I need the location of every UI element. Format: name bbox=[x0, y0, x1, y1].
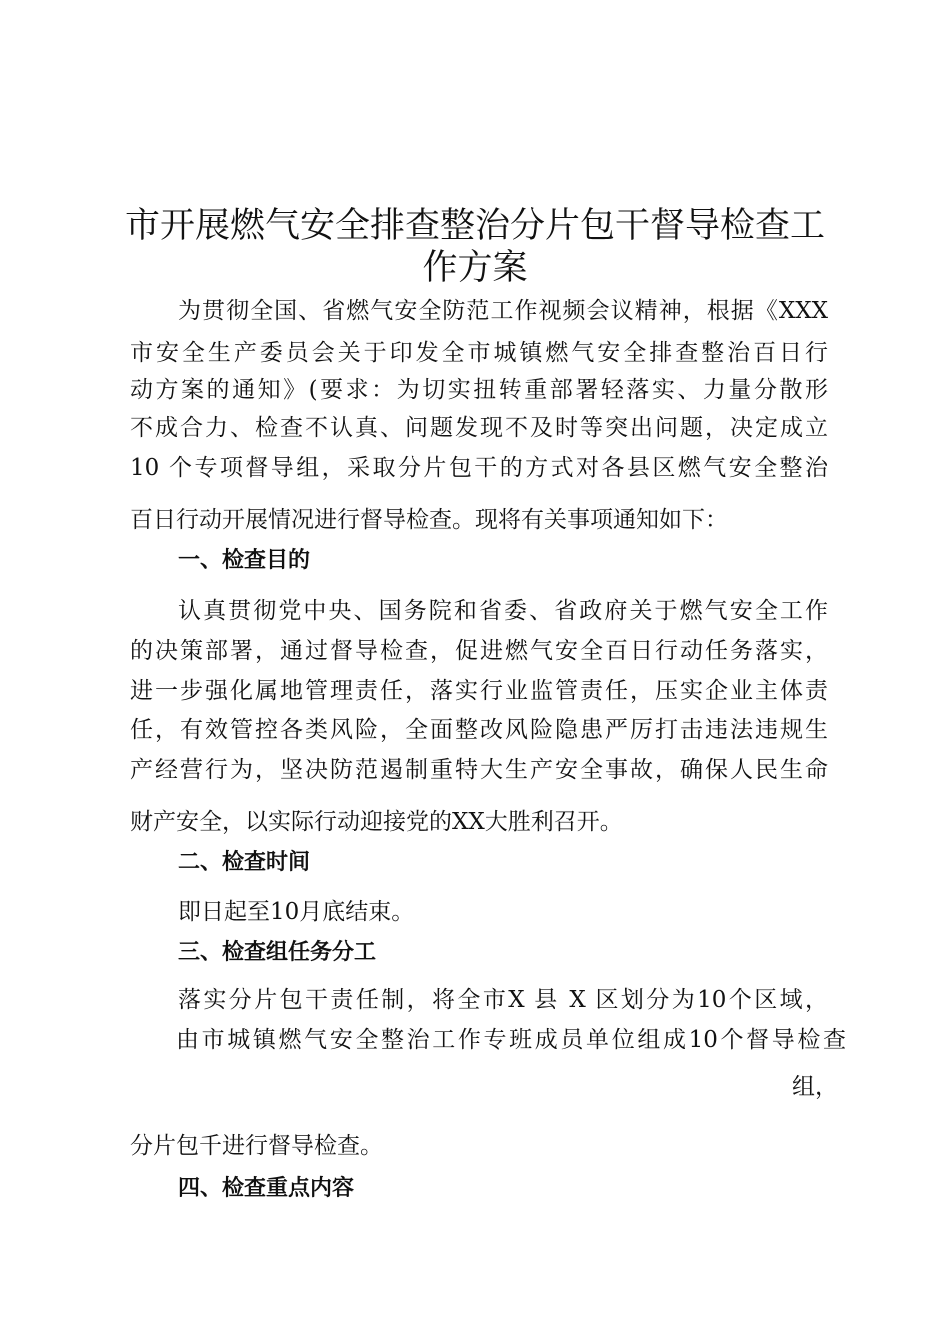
task-line-3: 组， bbox=[792, 1074, 838, 1100]
section-heading-time: 二、检查时间 bbox=[178, 850, 311, 875]
intro-line-1: 为贯彻全国、省燃气安全防范工作视频会议精神，根据《XXX bbox=[178, 298, 828, 324]
intro-line-3: 动方案的通知》(要求：为切实扭转重部署轻落实、力量分散形 bbox=[130, 377, 828, 403]
purpose-line-5: 产经营行为，坚决防范遏制重特大生产安全事故，确保人民生命 bbox=[130, 757, 828, 783]
intro-line-2: 市安全生产委员会关于印发全市城镇燃气安全排查整治百日行 bbox=[130, 340, 828, 366]
section-heading-task-division: 三、检查组任务分工 bbox=[178, 940, 377, 965]
intro-line-4: 不成合力、检查不认真、问题发现不及时等突出问题，决定成立 bbox=[130, 415, 828, 441]
task-line-1: 落实分片包干责任制，将全市X 县 X 区划分为10个区域， bbox=[178, 987, 828, 1013]
purpose-line-3: 进一步强化属地管理责任，落实行业监管责任，压实企业主体责 bbox=[130, 678, 828, 704]
time-line-1: 即日起至10月底结束。 bbox=[178, 899, 415, 925]
intro-line-5: 10 个专项督导组，采取分片包干的方式对各县区燃气安全整治 bbox=[130, 455, 828, 481]
document-title-line-2: 作方案 bbox=[422, 248, 528, 288]
document-title-line-1: 市开展燃气安全排查整治分片包干督导检查工 bbox=[124, 206, 825, 246]
task-line-2: 由市城镇燃气安全整治工作专班成员单位组成10个督导检查 bbox=[176, 1027, 846, 1053]
purpose-line-1: 认真贯彻党中央、国务院和省委、省政府关于燃气安全工作 bbox=[178, 598, 828, 624]
purpose-line-6: 财产安全，以实际行动迎接党的XX大胜利召开。 bbox=[130, 809, 623, 835]
intro-line-6: 百日行动开展情况进行督导检查。现将有关事项通知如下： bbox=[130, 507, 728, 533]
section-heading-purpose: 一、检查目的 bbox=[178, 548, 311, 573]
section-heading-key-content: 四、检查重点内容 bbox=[178, 1176, 355, 1201]
task-line-4: 分片包千进行督导检查。 bbox=[130, 1133, 383, 1159]
purpose-line-4: 任，有效管控各类风险，全面整改风险隐患严厉打击违法违规生 bbox=[130, 717, 828, 743]
purpose-line-2: 的决策部署，通过督导检查，促进燃气安全百日行动任务落实， bbox=[130, 638, 828, 664]
